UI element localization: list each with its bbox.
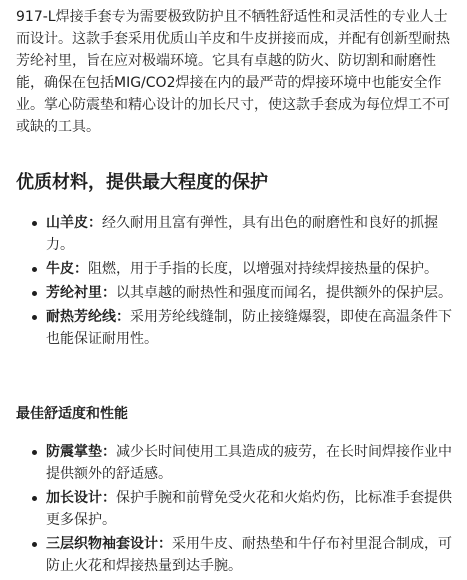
- bullet-icon: [32, 267, 37, 272]
- list-item: [0, 441, 467, 485]
- item-description: 保护手腕和前臂免受火花和火焰灼伤，比标准手套提供更多保护。: [46, 490, 452, 528]
- item-description: 减少长时间使用工具造成的疲劳，在长时间焊接作业中提供额外的舒适感。: [46, 444, 452, 482]
- item-term: 牛皮：: [46, 261, 88, 277]
- item-term: 芳纶衬里：: [46, 285, 116, 301]
- list-item: [0, 258, 467, 280]
- item-term: 防震掌垫：: [46, 444, 116, 460]
- bullet-icon: [32, 315, 37, 320]
- section-heading-comfort: 最佳舒适度和性能: [16, 406, 128, 422]
- item-term: 三层织物袖套设计：: [46, 536, 172, 552]
- comfort-list: [0, 441, 467, 579]
- item-term: 加长设计：: [46, 490, 116, 506]
- list-item: [0, 282, 467, 304]
- bullet-icon: [32, 496, 37, 501]
- item-description: 采用牛皮、耐热垫和牛仔布衬里混合制成，可防止火花和焊接热量到达手腕。: [46, 536, 452, 574]
- bullet-icon: [32, 291, 37, 296]
- item-description: 阻燃，用于手指的长度，以增强对持续焊接热量的保护。: [88, 261, 438, 277]
- bullet-icon: [32, 450, 37, 455]
- list-item: [0, 212, 467, 256]
- section-heading-materials: 优质材料，提供最大程度的保护: [16, 172, 268, 193]
- bullet-icon: [32, 221, 37, 226]
- item-description: 以其卓越的耐热性和强度而闻名，提供额外的保护层。: [116, 285, 452, 301]
- item-description: 采用芳纶线缝制，防止接缝爆裂，即使在高温条件下也能保证耐用性。: [46, 309, 452, 347]
- materials-list: [0, 212, 467, 352]
- bullet-icon: [32, 542, 37, 547]
- intro-paragraph: 917-L焊接手套专为需要极致防护且不牺牲舒适性和灵活性的专业人士而设计。这款手套采用优质山羊皮和牛皮拼接而成，并配有创新型耐热芳纶衬里，旨在应对极端环境。它具有卓越的防火、防切割和耐磨性能，确保在包括MIG/CO2焊接在内的最严苛的焊接环境中也能安全作业。掌心防震垫和精心设计的加长尺寸，使这款手套成为每位焊工不可或缺的工具。: [16, 9, 450, 135]
- item-description: 经久耐用且富有弹性，具有出色的耐磨性和良好的抓握力。: [46, 215, 438, 253]
- list-item: [0, 487, 467, 531]
- item-term: 山羊皮：: [46, 215, 102, 231]
- list-item: [0, 533, 467, 577]
- item-term: 耐热芳纶线：: [46, 309, 130, 325]
- list-item: [0, 306, 467, 350]
